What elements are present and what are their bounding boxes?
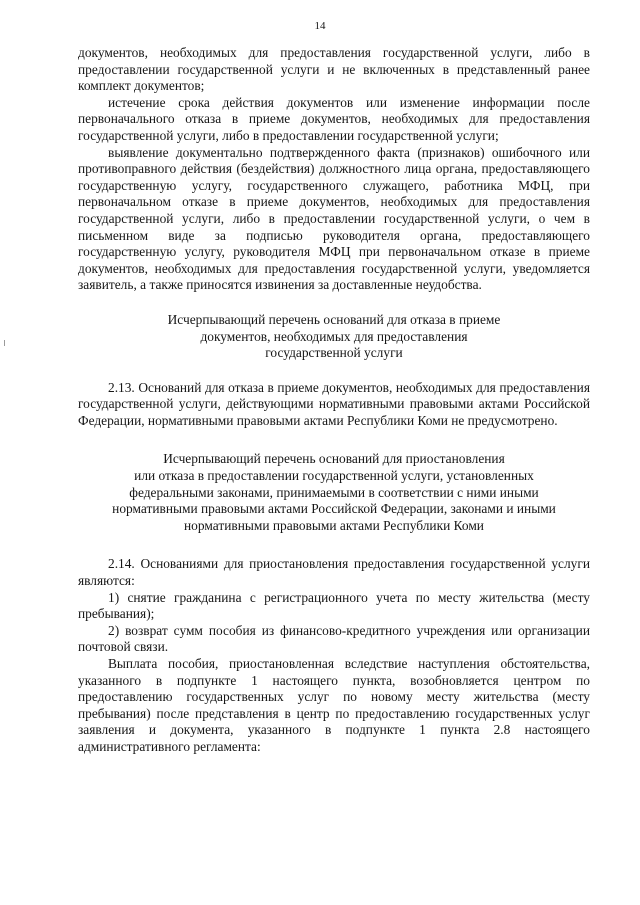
section-2-13: 2.13. Оснований для отказа в приеме документов, необходимых для предоставления государственной услуги, действующими нормативными правовыми актами Российской Федерации, нормативными правовыми актами Республики Коми не предусмотрено. [78,379,590,428]
heading-refusal-grounds [78,312,590,362]
heading-suspension-grounds [78,451,590,534]
heading-line: документов, необходимых для предоставления [200,328,468,344]
list-item-deregistration: 1) снятие гражданина с регистрационного учета по месту жительства (месту пребывания); [78,589,590,622]
section-2-14-intro: 2.14. Основаниями для приостановления предоставления государственной услуги являются: [78,556,590,589]
heading-line: Исчерпывающий перечень оснований для отказа в приеме [167,311,501,327]
list-item-refund: 2) возврат сумм пособия из финансово-кредитного учреждения или организации почтовой связи. [78,622,590,655]
heading-line: федеральными законами, принимаемыми в соответствии с ними иными [129,484,539,500]
document-body [78,45,590,756]
heading-line: нормативными правовыми актами Республики Коми [184,517,484,533]
paragraph-expired-documents: истечение срока действия документов или изменение информации после первоначального отказа в приеме документов, необходимых для предоставления государственной услуги, либо в предоставлении государственной услуги; [78,94,590,143]
page-number: 14 [314,20,326,32]
heading-line: государственной услуги [265,345,403,361]
scan-edge-mark [4,340,5,346]
paragraph-payment-resume: Выплата пособия, приостановленная вследствие наступления обстоятельства, указанного в подпункте 1 настоящего пункта, возобновляется центром по предоставлению государственных услуг по новому месту жительства (месту пребывания) после представления в центр по предоставлению государственных услуг заявления и документа, указанного в подпункте 1 пункта 2.8 настоящего административного регламента: [78,656,590,754]
heading-line: Исчерпывающий перечень оснований для приостановления [163,451,505,467]
paragraph-erroneous-action: выявление документально подтвержденного факта (признаков) ошибочного или противоправного действия (бездействия) должностного лица органа, предоставляющего государственную услугу, государственного служащего, работника МФЦ, при первоначальном отказе в приеме документов, необходимых для предоставления государственной услуги, либо в предоставлении государственной услуги, о чем в письменном виде за подписью руководителя органа, предоставляющего государственную услугу, руководителя МФЦ при первоначальном отказе в приеме документов, необходимых для предоставления государственной услуги, уведомляется заявитель, а также приносятся извинения за доставленные неудобства. [78,144,590,293]
heading-line: нормативными правовыми актами Российской Федерации, законами и иными [112,501,556,517]
paragraph-documents-not-included: документов, необходимых для предоставления государственной услуги, либо в предоставлении государственной услуги и не включенных в представленный ранее комплект документов; [78,45,590,94]
heading-line: или отказа в предоставлении государственной услуги, установленных [134,468,534,484]
